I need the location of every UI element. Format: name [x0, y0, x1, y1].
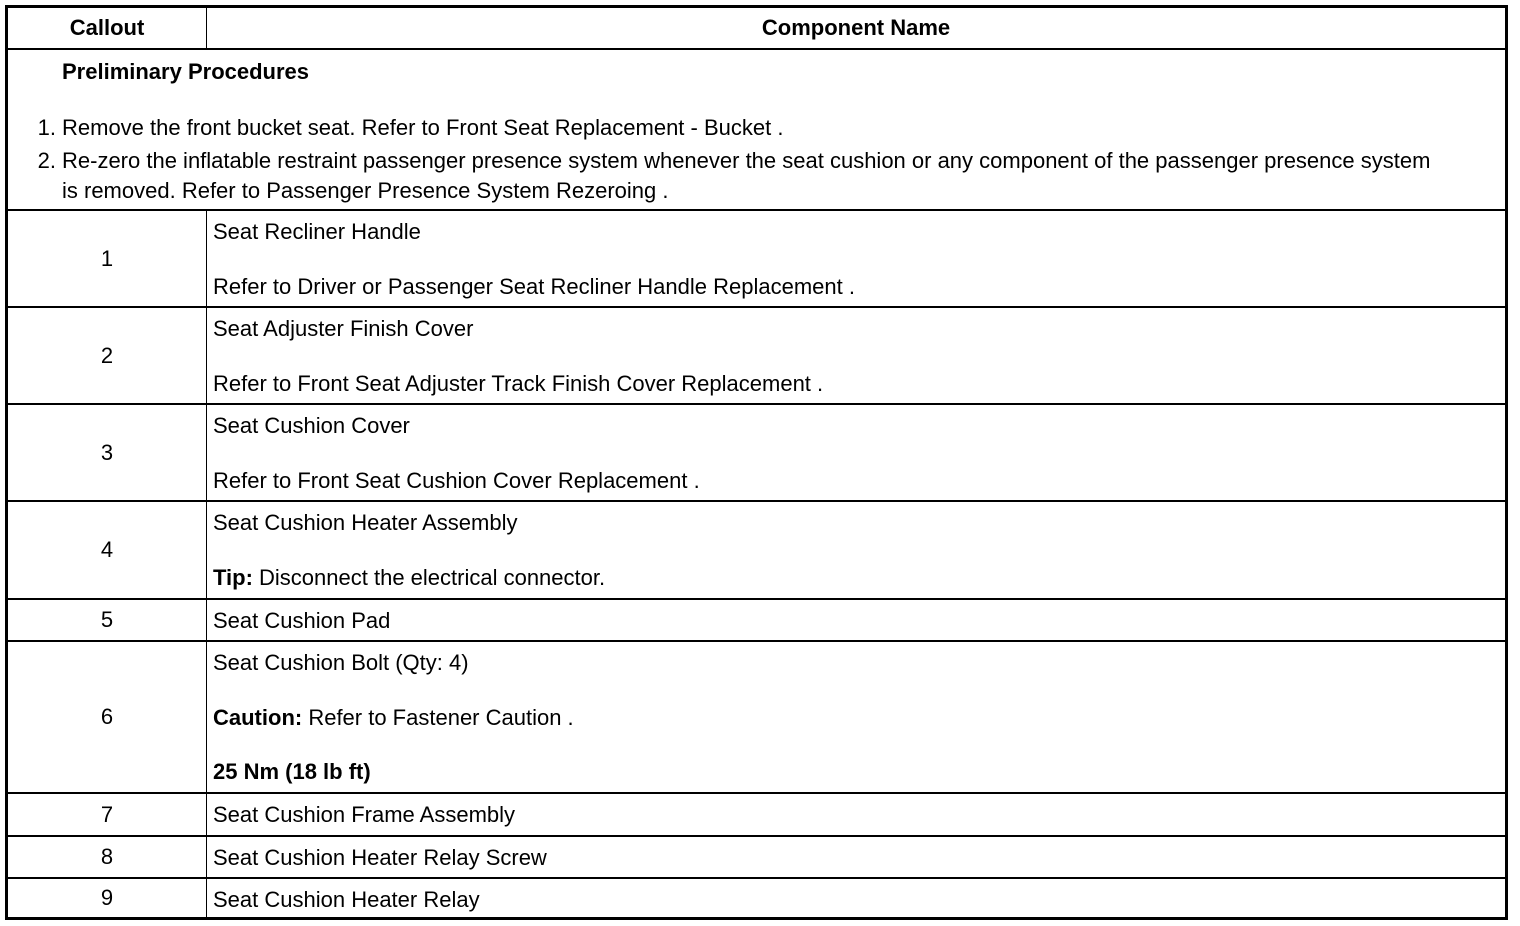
component-cell: [207, 879, 1505, 917]
component-table: [5, 5, 1508, 920]
step-number: 1.: [37, 115, 56, 140]
component-name: Seat Recliner Handle: [213, 219, 421, 244]
component-cell: [207, 837, 1505, 877]
callout-number: 2: [8, 308, 207, 403]
table-row: [8, 405, 1505, 502]
table-row: [8, 600, 1505, 642]
component-name: Seat Cushion Heater Relay Screw: [213, 845, 547, 870]
caution-label: Caution:: [213, 705, 303, 730]
component-cell: [207, 211, 1505, 306]
component-name-column-header: Component Name: [761, 15, 951, 40]
callout-number: 5: [8, 600, 207, 640]
table-header-row: [8, 8, 1505, 50]
table-row: [8, 502, 1505, 600]
component-note: Refer to Front Seat Adjuster Track Finish Cover Replacement .: [213, 371, 824, 396]
component-name: Seat Cushion Bolt (Qty: 4): [213, 650, 469, 675]
callout-number: 6: [8, 642, 207, 792]
table-row: [8, 879, 1505, 917]
component-name: Seat Cushion Frame Assembly: [213, 802, 516, 827]
callout-number: 8: [8, 837, 207, 877]
step-text: Re-zero the inflatable restraint passenger presence system whenever the seat cushion or any component of the passenger presence system is removed. Refer to Passenger Presence System Rezeroing .: [62, 148, 1431, 203]
tip-label: Tip:: [213, 565, 253, 590]
component-name: Seat Cushion Pad: [213, 608, 391, 633]
component-name: Seat Cushion Heater Assembly: [213, 510, 518, 535]
component-cell: [207, 405, 1505, 500]
preliminary-procedures-title: Preliminary Procedures: [62, 59, 310, 84]
table-row: [8, 211, 1505, 308]
step-number: 2.: [37, 148, 56, 173]
table-row: [8, 837, 1505, 879]
step-text: Remove the front bucket seat. Refer to Front Seat Replacement - Bucket .: [62, 115, 784, 140]
table-row: [8, 308, 1505, 405]
component-name: Seat Adjuster Finish Cover: [213, 316, 474, 341]
component-cell: [207, 308, 1505, 403]
callout-number: 4: [8, 502, 207, 598]
component-note: Refer to Driver or Passenger Seat Recliner Handle Replacement .: [213, 274, 855, 299]
component-cell: [207, 642, 1505, 792]
callout-column-header: Callout: [8, 8, 207, 48]
torque-spec: 25 Nm (18 lb ft): [213, 759, 371, 784]
component-name: Seat Cushion Heater Relay: [213, 887, 480, 912]
tip-text: Disconnect the electrical connector.: [252, 565, 606, 590]
component-note: [213, 565, 605, 591]
callout-number: 9: [8, 879, 207, 917]
table-row: [8, 794, 1505, 837]
callout-number: 1: [8, 211, 207, 306]
component-note: [213, 705, 574, 731]
component-cell: [207, 600, 1505, 640]
component-note: Refer to Front Seat Cushion Cover Replacement .: [213, 468, 700, 493]
component-cell: [207, 794, 1505, 835]
table-row: [8, 642, 1505, 794]
callout-number: 7: [8, 794, 207, 835]
component-name: Seat Cushion Cover: [213, 413, 410, 438]
callout-number: 3: [8, 405, 207, 500]
caution-text: Refer to Fastener Caution .: [302, 705, 574, 730]
preliminary-procedures-section: [8, 50, 1505, 211]
component-cell: [207, 502, 1505, 598]
